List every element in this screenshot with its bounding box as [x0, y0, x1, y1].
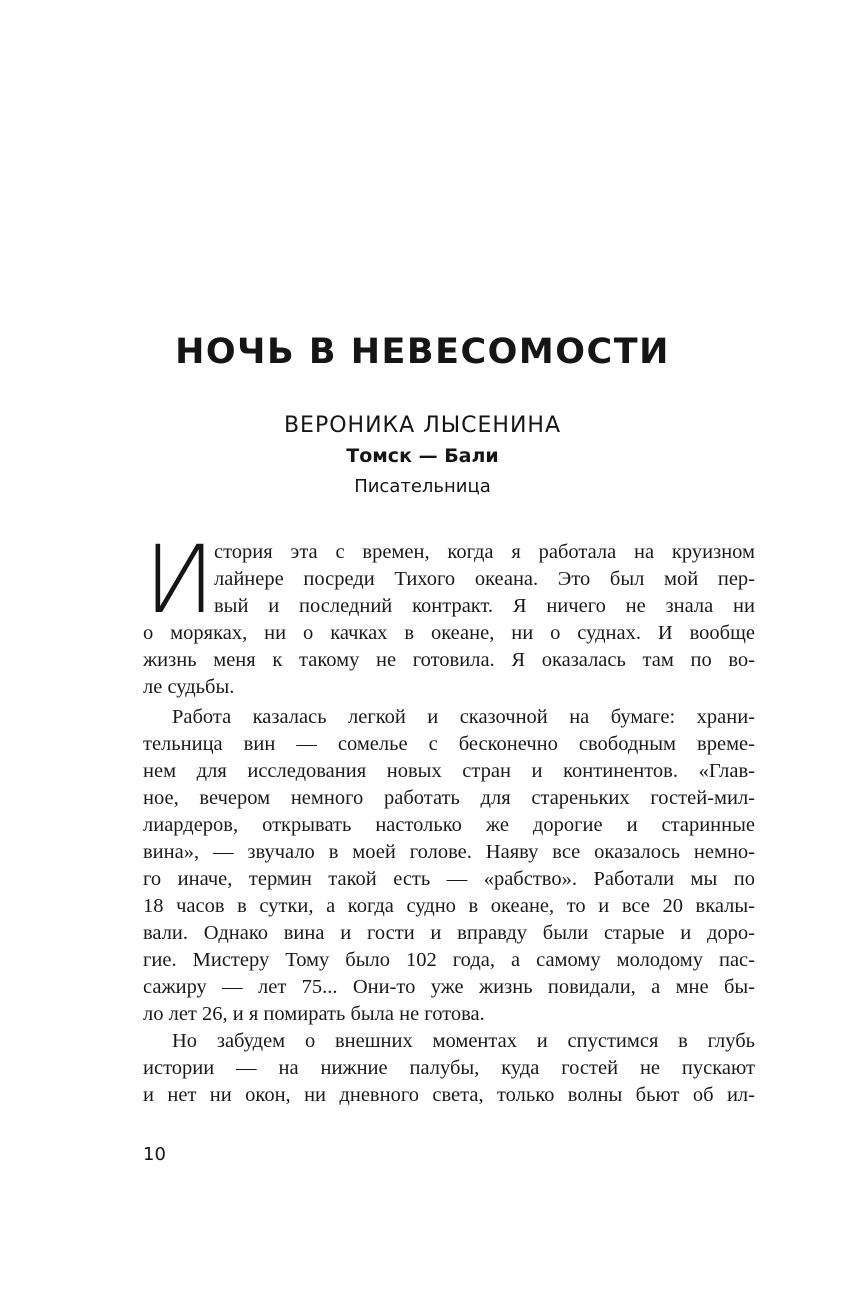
text-line: истории — на нижние палубы, куда гостей не пускают — [143, 1057, 755, 1079]
chapter-title: НОЧЬ В НЕВЕСОМОСТИ — [175, 332, 670, 372]
text-line: гие. Мистеру Тому было 102 года, а самому молодому пас- — [143, 949, 755, 971]
text-line: жизнь меня к такому не готовила. Я оказалась там по во- — [143, 649, 755, 671]
text-line: нем для исследования новых стран и континентов. «Глав- — [143, 760, 755, 782]
author-name: ВЕРОНИКА ЛЫСЕНИНА — [283, 413, 562, 438]
text-line: Работа казалась легкой и сказочной на бумаге: храни- — [172, 706, 755, 728]
text-line: ле судьбы. — [143, 676, 235, 698]
text-line: тельница вин — сомелье с бесконечно свободным време- — [143, 733, 755, 755]
text-line: лиардеров, открывать настолько же дорогие и старинные — [143, 814, 755, 836]
drop-cap: И — [144, 526, 215, 635]
text-line: о моряках, ни о качках в океане, ни о суднах. И вообще — [143, 622, 755, 644]
text-line: го иначе, термин такой есть — «рабство». Работали мы по — [143, 868, 755, 890]
text-line: лайнере посреди Тихого океана. Это был мой пер- — [214, 568, 755, 590]
text-line: сажиру — лет 75... Они-то уже жизнь повидали, а мне бы- — [143, 976, 755, 998]
author-route: Томск — Бали — [346, 445, 499, 467]
author-occupation: Писательница — [354, 476, 491, 497]
page-number: 10 — [143, 1144, 166, 1165]
text-line: вина», — звучало в моей голове. Наяву все оказалось немно- — [143, 841, 755, 863]
text-line: ное, вечером немного работать для старенькиx гостей-мил- — [143, 787, 755, 809]
text-line: Но забудем о внешних моментах и спустимся в глубь — [172, 1030, 755, 1052]
text-line: вали. Однако вина и гости и вправду были старые и доро- — [143, 922, 755, 944]
text-line: и нет ни окон, ни дневного света, только волны бьют об ил- — [143, 1084, 755, 1106]
text-line: 18 часов в сутки, а когда судно в океане, то и все 20 вкалы- — [143, 895, 755, 917]
text-line: ло лет 26, и я помирать была не готова. — [143, 1003, 485, 1025]
text-line: вый и последний контракт. Я ничего не знала ни — [214, 595, 755, 617]
text-line: стория эта с времен, когда я работала на круизном — [214, 541, 755, 563]
